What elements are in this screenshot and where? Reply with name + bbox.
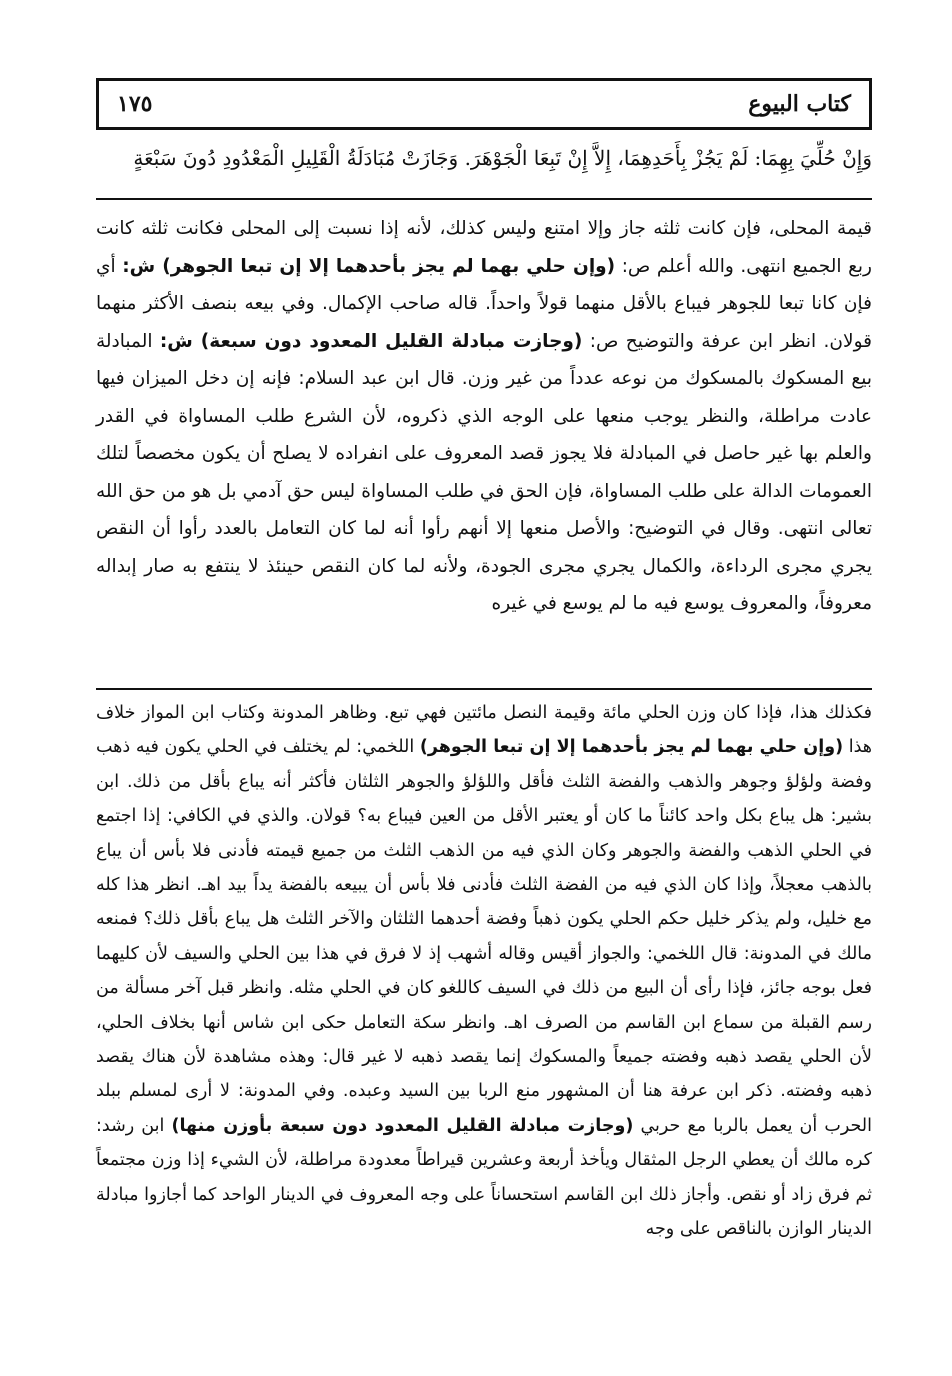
- page-number: ١٧٥: [117, 91, 153, 117]
- commentary-quote-2: (وجازت مبادلة القليل المعدود دون سبعة) ش:: [159, 330, 583, 352]
- commentary-text-3: المبادلة بيع المسكوك بالمسكوك من نوعه عدداً من غير وزن. قال ابن عبد السلام: فإنه إن دخل الميزان فيها عادت مراطلة، والنظر يوجب منعها على الوجه الذي ذكروه، لأن الشرع طلب المساواة في القدر والعلم بها غير حاصل في المبادلة فلا يجوز قصد المعروف على انفراده لا يصلح أن يكون مخصصاً لتلك العمومات الدالة على طلب المساواة، فإن الحق في طلب المساواة ليس حق آدمي بل هو من حق الله تعالى انتهى. وقال في التوضيح: والأصل منعها إلا أنهم رأوا أنه لما كان التعامل بالعدد رأوا أن النقص يجري مجرى الرداءة، والكمال يجري مجرى الجودة، ولأنه لما كان النقص حينئذ لا ينتفع به صار إبداله معروفاً، والمعروف يوسع فيه ما لم يوسع في غيره: [96, 330, 872, 614]
- commentary-quote-1: (وإن حلي بهما لم يجز بأحدهما إلا إن تبعا الجوهر) ش:: [122, 255, 616, 277]
- footnote-quote-2: (وجازت مبادلة القليل المعدود دون سبعة بأوزن منها): [171, 1115, 634, 1136]
- commentary-text-1: قيمة المحلى، فإن كانت ثلثه جاز وإلا امتنع وليس كذلك، لأنه إذا نسبت إلى المحلى فكانت ثلثه كانت ربع الجميع انتهى. والله أعلم ص:: [96, 218, 872, 277]
- commentary-paragraph: [96, 210, 872, 623]
- footnote-paragraph: [96, 696, 872, 1247]
- footnote-text-1: فكذلك هذا، فإذا كان وزن الحلي مائة وقيمة النصل مائتين فهي تبع. وظاهر المدونة وكتاب ابن المواز خلاف هذا: [96, 703, 873, 758]
- footnote-block: [96, 696, 872, 1336]
- chapter-title: كتاب البيوع: [748, 91, 851, 117]
- page-header: [96, 78, 872, 130]
- commentary-text-2: أي فإن كانا تبعا للجوهر فيباع بالأقل منهما قولاً واحداً. قاله صاحب الإكمال. وفي بيعه بنصف الأكثر منهما قولان. انظر ابن عرفة والتوضيح ص:: [96, 255, 872, 352]
- divider-footnote: [96, 688, 872, 690]
- footnote-text-2: اللخمي: لم يختلف في الحلي يكون فيه ذهب وفضة ولؤلؤ وجوهر والذهب والفضة الثلث فأقل واللؤلؤ والجوهر الثلثان فأكثر أنه يباع بأقل من ذلك. ابن بشير: هل يباع بكل واحد كائناً ما كان أو يعتبر الأقل من العين فيباع به؟ قولان. والذي في الكافي: إذا اجتمع في الحلي الذهب والفضة والجوهر وكان الذي فيه من الذهب الثلث من جميع قيمته فأدنى فلا بأس أن يباع بالذهب معجلاً، وإذا كان الذي فيه من الفضة الثلث فأدنى فلا بأس أن يبيعه بالفضة يداً بيد اهـ. انظر هذا كله مع خليل، ولم يذكر خليل حكم الحلي يكون ذهباً وفضة أحدهما الثلثان والآخر الثلث هل يباع بأقل ذلك؟ فمنعه مالك في المدونة: قال اللخمي: والجواز أقيس وقاله أشهب إذ لا فرق في هذا بين الحلي والسيف لأن كليهما فعل بوجه جائز، فإذا رأى أن البيع من ذلك في السيف كاللغو كان في الحلي مثله. وانظر قبل آخر مسألة من رسم القبلة من سماع ابن القاسم من الصرف اهـ. وانظر سكة التعامل حكى ابن شاس أنها بخلاف الحلي، لأن الحلي يقصد ذهبه وفضته جميعاً والمسكوك إنما يقصد ذهبه لا غير قال: وهذه مشاهدة لأن هناك يقصد ذهبه وفضته. ذكر ابن عرفة هنا أن المشهور منع الربا بين السيد وعبده. وفي المدونة: لا أرى لمسلم ببلد الحرب أن يعمل بالربا مع حربي: [96, 737, 872, 1136]
- matn-line: وَإِنْ حُلِّيَ بِهِمَا: لَمْ يَجُزْ بِأَحَدِهِمَا، إِلاَّ إِنْ تَبِعَا الْجَوْهَرَ. وَجَازَتْ مُبَادَلَةُ الْقَلِيلِ الْمَعْدُودِ دُونَ سَبْعَةٍ: [133, 146, 872, 170]
- commentary-block: [96, 210, 872, 680]
- divider-top: [96, 198, 872, 200]
- footnote-quote-1: (وإن حلي بهما لم يجز بأحدهما إلا إن تبعا الجوهر): [419, 737, 844, 758]
- footnote-text-3: ابن رشد: كره مالك أن يعطي الرجل المثقال ويأخذ أربعة وعشرين قيراطاً معدودة مراطلة، لأن الشيء إذا وزن مجتمعاً ثم فرق زاد أو نقص. وأجاز ذلك ابن القاسم استحساناً على وجه المعروف في الدينار الواحد كما أجازوا مبادلة الدينار الوازن بالناقص على وجه: [96, 1115, 872, 1240]
